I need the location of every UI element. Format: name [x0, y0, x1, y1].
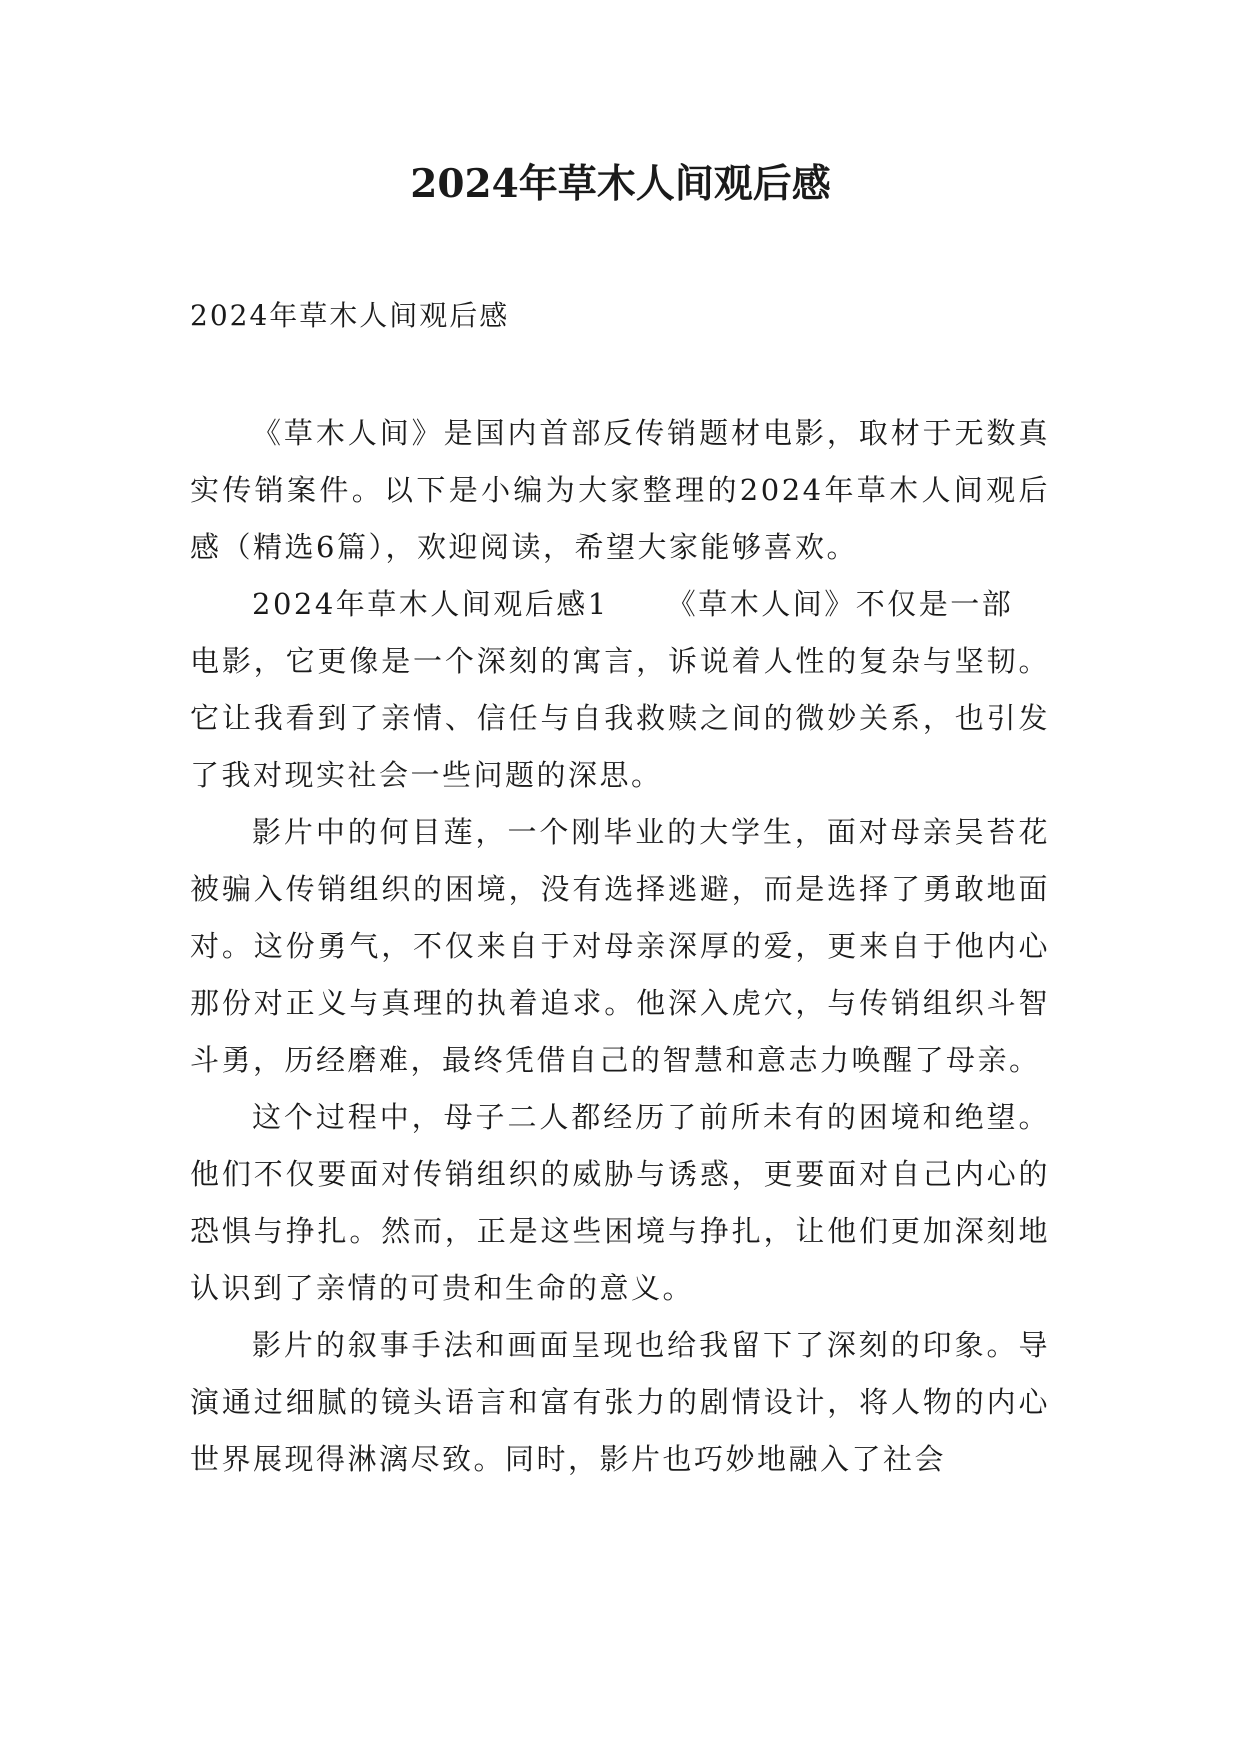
- essay-1-opening: 《草木人间》不仅是一部: [666, 587, 1014, 621]
- essay-1-heading-line: [190, 576, 1050, 633]
- document-title: 2024年草木人间观后感: [410, 161, 831, 207]
- body-paragraph: 这个过程中，母子二人都经历了前所未有的困境和绝望。他们不仅要面对传销组织的威胁与诱惑，更要面对自己内心的恐惧与挣扎。然而，正是这些困境与挣扎，让他们更加深刻地认识到了亲情的可贵和生命的意义。: [190, 1100, 1050, 1305]
- body-paragraph: 影片的叙事手法和画面呈现也给我留下了深刻的印象。导演通过细腻的镜头语言和富有张力的剧情设计，将人物的内心世界展现得淋漓尽致。同时，影片也巧妙地融入了社会: [190, 1328, 1050, 1476]
- document-body: [190, 405, 1050, 1488]
- document-subtitle: 2024年草木人间观后感: [190, 299, 510, 332]
- intro-paragraph: 《草木人间》是国内首部反传销题材电影，取材于无数真实传销案件。以下是小编为大家整理的2024年草木人间观后感（精选6篇），欢迎阅读，希望大家能够喜欢。: [190, 416, 1050, 564]
- body-paragraph: 影片中的何目莲，一个刚毕业的大学生，面对母亲吴苔花被骗入传销组织的困境，没有选择逃避，而是选择了勇敢地面对。这份勇气，不仅来自于对母亲深厚的爱，更来自于他内心那份对正义与真理的执着追求。他深入虎穴，与传销组织斗智斗勇，历经磨难，最终凭借自己的智慧和意志力唤醒了母亲。: [190, 815, 1050, 1077]
- body-paragraph: 电影，它更像是一个深刻的寓言，诉说着人性的复杂与坚韧。它让我看到了亲情、信任与自我救赎之间的微妙关系，也引发了我对现实社会一些问题的深思。: [190, 644, 1050, 792]
- essay-1-heading: 2024年草木人间观后感1: [252, 587, 609, 621]
